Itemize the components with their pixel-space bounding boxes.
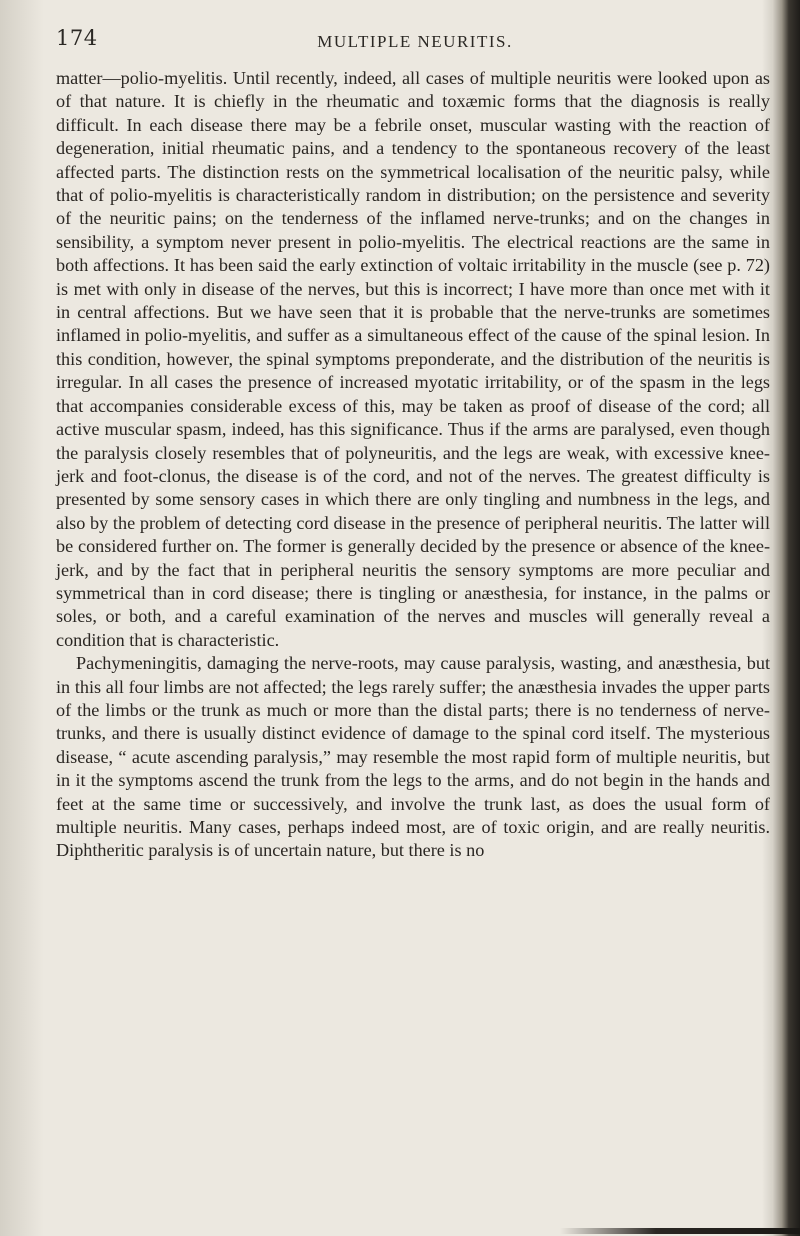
page-edge-shadow (772, 0, 800, 1236)
paragraph-2: Pachymeningitis, damaging the nerve-roots, may cause paralysis, wasting, and anæsthesia, but in this all four limbs are not affected; the legs rarely suffer; the anæsthesia invades the upper parts of the limbs or the trunk as much or more than the distal parts; there is no tenderness of nerve-trunks, and there is usually distinct evidence of damage to the spinal cord itself. The mysterious disease, “ acute ascending paralysis,” may resemble the most rapid form of multiple neuritis, but in it the symptoms ascend the trunk from the legs to the arms, and do not begin in the hands and feet at the same time or successively, and involve the trunk last, as does the usual form of multiple neuritis. Many cases, perhaps indeed most, are of toxic origin, and are really neuritis. Diphtheritic paralysis is of uncertain nature, but there is no (56, 653, 770, 861)
page-header (0, 22, 800, 62)
page-number: 174 (56, 26, 98, 50)
body-text (56, 67, 770, 863)
page-gutter-shadow (0, 0, 44, 1236)
bottom-edge-shadow (560, 1228, 800, 1234)
paragraph-1: matter—polio-myelitis. Until recently, indeed, all cases of multiple neuritis were looked upon as of that nature. It is chiefly in the rheumatic and toxæmic forms that the diagnosis is really difficult. In each disease there may be a febrile onset, muscular wasting with the reaction of degeneration, initial rheumatic pains, and a tendency to the spontaneous recovery of the least affected parts. The distinction rests on the symmetrical localisation of the neuritic palsy, while that of polio-myelitis is characteristically random in distribution; on the persistence and severity of the neuritic pains; on the tenderness of the inflamed nerve-trunks; and on the changes in sensibility, a symptom never present in polio-myelitis. The electrical reactions are the same in both affections. It has been said the early extinction of voltaic irritability in the muscle (see p. 72) is met with only in disease of the nerves, but this is incorrect; I have more than once met with it in central affections. But we have seen that it is probable that the nerve-trunks are sometimes inflamed in polio-myelitis, and suffer as a simultaneous effect of the cause of the spinal lesion. In this condition, however, the spinal symptoms preponderate, and the distribution of the neuritis is irregular. In all cases the presence of increased myotatic irritability, or of the spasm in the legs that accompanies considerable excess of this, may be taken as proof of disease of the cord; all active muscular spasm, indeed, has this significance. Thus if the arms are paralysed, even though the paralysis closely resembles that of polyneuritis, and the legs are weak, with excessive knee-jerk and foot-clonus, the disease is of the cord, and not of the nerves. The greatest difficulty is presented by some sensory cases in which there are only tingling and numbness in the legs, and also by the problem of detecting cord disease in the presence of peripheral neuritis. The latter will be considered further on. The former is generally decided by the presence or absence of the knee-jerk, and by the fact that in peripheral neuritis the sensory symptoms are more peculiar and symmetrical than in cord disease; there is tingling or anæsthesia, for instance, in the palms or soles, or both, and a careful examination of the nerves and muscles will generally reveal a condition that is characteristic. (56, 68, 770, 650)
running-head: MULTIPLE NEURITIS. (317, 32, 513, 51)
